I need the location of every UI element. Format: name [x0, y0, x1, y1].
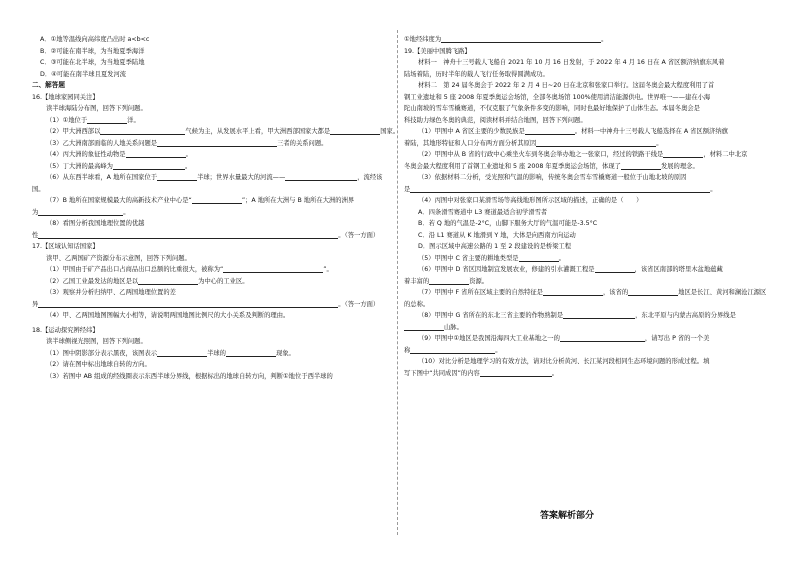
q17-intro: 读甲、乙两国矿产资源分布示意图，回答下列问题。	[46, 254, 191, 262]
q19-part9-cont: 称 。	[404, 346, 502, 354]
answer-blank[interactable]	[480, 368, 552, 377]
q16-part7-cont: 为 。	[32, 208, 130, 216]
q19-material2-line3: 陀山南坡的雪车雪橇赛道，不仅克服了气象条件多变的影响，同时也最好地保护了山体生态。本届冬奥会是	[404, 105, 700, 112]
q16-part1: （1）①地位于 洋。	[46, 116, 140, 124]
q19-part9: （9）甲图中①地区是我国沿海四大工业基地之一的 ，请写出 P 省的一个美	[418, 335, 710, 342]
q19-part10: （10）对比分析是地理学习的有效方法，请对比分析黄河、长江某河段相同生态环境问题的形成过程。填	[418, 358, 710, 365]
q16-part5: （5）丁大洲的最高峰为 。	[46, 162, 192, 170]
q19-part6-cont: 着丰富的 资源。	[404, 277, 489, 285]
q19-part2-cont: 冬奥会最大程度利用了首钢工业遗址和 5 座 2008 年夏季奥运会场馆，体现了 发展的理念。	[404, 162, 699, 170]
answer-blank[interactable]	[226, 348, 276, 357]
answer-blank[interactable]	[663, 149, 703, 158]
q16-part7: （7）B 地所在国家规模最大的高新技术产业中心是“ ”；A 地所在大洲与 B 地所在大洲的洲界	[46, 197, 355, 204]
q18-part1: （1）图中阴影部分表示黑夜，该图表示 半球的 现象。	[46, 349, 295, 357]
q19-part4-option-d: D．图示区域中高速公路的 1 至 2 段建设的是桥梁工程	[418, 243, 572, 250]
q18-latlon: ①地经纬度为 。	[404, 36, 608, 43]
q19-material2-line1: 材料二 第 24 届冬奥会于 2022 年 2 月 4 日~20 日在北京和张家口举行。这届冬奥会最大程度利用了首	[418, 82, 715, 89]
answer-blank[interactable]	[223, 264, 323, 273]
section-title: 二、解答题	[32, 81, 65, 89]
answer-blank[interactable]	[38, 230, 338, 239]
q19-part6: （6）甲图中 D 省区因地制宜发展农业，修建的引水灌溉工程是 ，该省区南部的塔里木盆地蕴藏	[418, 266, 723, 273]
q19-part1: （1）甲图中 A 省区主要的少数民族是 。材料一中神舟十三号载人飞船选择在 A 省区额济纳旗	[418, 128, 728, 135]
answers-heading: 答案解析部分	[540, 511, 595, 521]
q19-part8-cont: 山脉。	[404, 322, 766, 334]
answer-blank[interactable]	[519, 253, 559, 262]
answer-blank[interactable]	[330, 126, 380, 135]
q19-material2-line4: 科技助力绿色冬奥的典范，阅读材料并结合地图，回答下列问题。	[404, 116, 587, 124]
q16-part6-cont: 国。	[32, 185, 45, 193]
q16-part3: （3）乙大洲南部面临的人地关系问题是 三者的关系问题。	[46, 139, 328, 147]
answer-blank[interactable]	[441, 34, 601, 43]
answer-blank[interactable]	[543, 287, 603, 296]
answer-blank[interactable]	[113, 161, 185, 170]
q19-part5: （5）甲图中 C 省主要的耕地类型是 。	[418, 254, 565, 262]
answer-blank[interactable]	[87, 115, 127, 124]
answer-blank[interactable]	[100, 126, 185, 135]
answer-blank[interactable]	[285, 172, 357, 181]
answer-blank[interactable]	[126, 149, 186, 158]
q19-part4-option-a: A．四条滑雪赛道中 L3 赛道最适合初学滑雪者	[418, 208, 548, 216]
answer-blank[interactable]	[621, 161, 661, 170]
answer-blank[interactable]	[560, 333, 645, 342]
column-divider	[397, 30, 398, 535]
answer-blank[interactable]	[38, 299, 338, 308]
q19-part4-option-c: C．沿 L1 赛道从 K 地滑到 Y 地，大体是向西南方向运动	[418, 231, 576, 239]
answer-blank[interactable]	[38, 207, 123, 216]
answer-blank[interactable]	[157, 348, 207, 357]
q17-part2: （2）乙国工业最发达的地区是以 为中心的工业区。	[46, 277, 249, 285]
right-column	[404, 34, 766, 379]
q16-part8-cont: 性 。（答一方面）	[32, 231, 380, 239]
q19-material1-line2: 陆场着陆，历时半年的载人飞行任务取得圆满成功。	[404, 70, 549, 78]
q17-part3-cont: 异 。（答一方面）	[32, 300, 380, 308]
q18-part3: （3）若图中 AB 组成的经线圈表示东西半球分界线，根据标出的地球自转方向，判断①地位于西半球的	[46, 372, 333, 380]
answer-blank[interactable]	[157, 172, 197, 181]
q17-title: 17.【区域认知话国家】	[32, 243, 99, 250]
q19-part10-cont: 写下图中“共同成因”的内容 。	[404, 369, 559, 377]
answer-blank[interactable]	[404, 322, 444, 331]
q16-part2: （2）甲大洲西部以 气候为主，从发展水平上看，甲大洲西部国家大都是 国家。	[46, 128, 400, 135]
answer-blank[interactable]	[157, 138, 277, 147]
q16-part4: （4）丙大洲的象征性动物是 。	[46, 151, 192, 158]
q19-material2-line2: 钢工业遗址和 5 座 2008 年夏季奥运会场馆，全部冬奥场馆 100%使用清洁能源供电。世界唯一——建在小海	[404, 93, 711, 101]
answer-blank[interactable]	[429, 276, 469, 285]
q19-part2: （2）甲图中从 B 省的行政中心乘坐火车到冬奥会举办地之一张家口，经过的铁路干线是 ，材料二中北京	[418, 151, 748, 158]
q16-part6: （6）从东西半球看，A 地所在国家位于 半球；世界水量最大的河流—— ，流经该	[46, 174, 383, 181]
q17-part4: （4）甲、乙两国地图图幅大小相等，请说明两国地图比例尺的大小关系及判断的理由。	[46, 312, 290, 319]
q18-intro: 读半球侧视光照图，回答下列问题。	[46, 338, 147, 345]
answer-blank[interactable]	[628, 287, 678, 296]
q17-part1: （1）甲国由于矿产品出口占商品出口总额的比重很大，被称为“ ”。	[46, 266, 333, 273]
q19-part4: （4）丙图中对张家口某滑雪场等高线地形图所示区域的描述，正确的是（ ）	[418, 197, 643, 204]
q18-part2: （2）请在图中标出地球自转的方向。	[46, 361, 151, 368]
answer-blank[interactable]	[563, 310, 635, 319]
q19-part7: （7）甲图中 F 省所在区域主要的自然特征是 ，该省的 地区是长江、黄河和澜沧江源区	[418, 289, 767, 296]
answer-blank[interactable]	[138, 276, 198, 285]
q19-title: 19.【美丽中国腾飞路】	[404, 47, 471, 55]
q19-material1-line1: 材料一 神舟十三号载人飞船自 2021 年 10 月 16 日发射，于 2022 年 4 月 16 日在 A 省区额济纳旗东风着	[418, 59, 725, 66]
q19-part3: （3）依据材料二分析，受光照和气温的影响，传统冬奥会雪车雪橇赛道一般位于山地北坡的原因	[418, 174, 687, 181]
mc-option-c: C．③可能在北半球，为当地夏季陆地	[40, 59, 145, 66]
mc-option-a: A．①地等温线向高纬度凸出时 a<b<c	[40, 36, 150, 43]
q16-part8: （8）看图分析我国地理位置的优越	[46, 220, 145, 227]
q17-part3: （3）观察并分析归纳甲、乙两国地理位置的差	[46, 289, 176, 296]
q18-title: 18.【运动探究辨经纬】	[32, 326, 99, 334]
q19-part4-option-b: B．若 Q 地的气温是-2°C，山脚下服务大厅的气温可能是-3.5°C	[418, 220, 598, 227]
left-column	[32, 34, 400, 382]
mc-option-d: D．④可能在南半球且夏发河流	[40, 70, 127, 78]
q16-intro: 读半球海陆分布图，回答下列问题。	[46, 105, 147, 112]
answer-blank[interactable]	[595, 264, 635, 273]
q16-title: 16.【地球家园同关注】	[32, 93, 99, 101]
answer-blank[interactable]	[525, 126, 575, 135]
q19-part8: （8）甲图中 G 省所在的东北三省主要的作物熟制是 ，东北平原与内蒙古高原的分界线是	[418, 312, 736, 319]
answer-blank[interactable]	[536, 138, 656, 147]
q19-part1-cont: 着陆，其地形特征和人口分布两方面分析其原因 。	[404, 139, 663, 147]
q19-part7-cont: 的总称。	[404, 300, 430, 308]
answer-blank[interactable]	[410, 345, 495, 354]
answer-blank[interactable]	[410, 184, 710, 193]
mc-option-b: B．②可能在南半球，为当地夏季海洋	[40, 47, 145, 55]
q19-part3-cont: 是 。	[404, 185, 717, 193]
answer-blank[interactable]	[192, 195, 242, 204]
